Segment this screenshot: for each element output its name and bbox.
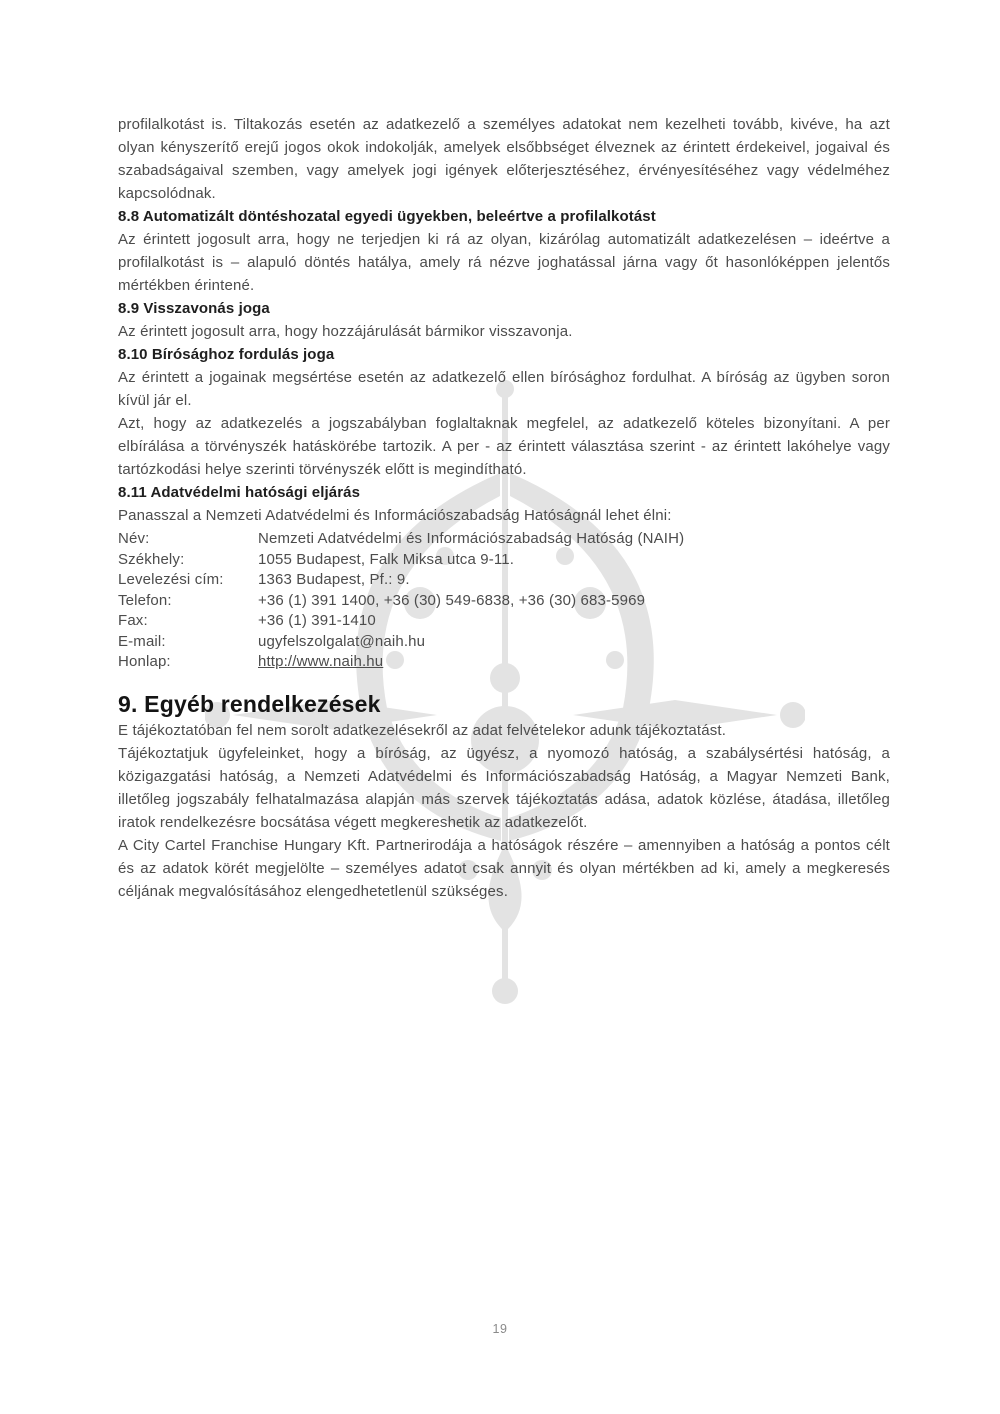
section-heading-8-9: 8.9 Visszavonás joga — [118, 300, 270, 317]
contact-row-fax — [118, 611, 890, 632]
contact-row-mailing-address — [118, 570, 890, 591]
contact-label: Honlap: — [118, 653, 171, 670]
section-8-10-paragraph-1: Az érintett a jogainak megsértése esetén az adatkezelő ellen bírósághoz fordulhat. A bíróság az ügyben soron kívül jár el. — [118, 369, 890, 409]
contact-value: Nemzeti Adatvédelmi és Információszabadság Hatóság (NAIH) — [258, 530, 685, 547]
contact-row-name — [118, 529, 890, 550]
contact-label: E-mail: — [118, 632, 166, 650]
contact-label: Fax: — [118, 612, 148, 629]
contact-row-address — [118, 550, 890, 571]
contact-value: 1055 Budapest, Falk Miksa utca 9-11. — [258, 550, 515, 568]
section-8-8-paragraph: Az érintett jogosult arra, hogy ne terjedjen ki rá az olyan, kizárólag automatizált adatkezelésen – ideértve a profilalkotást is – alapuló döntés hatálya, amely rá nézve joghatással járna vagy őt hasonlóképpen jelentős mértékben érintené. — [118, 231, 890, 294]
section-9-paragraph-3: A City Cartel Franchise Hungary Kft. Partnerirodája a hatóságok részére – amennyiben a hatóság a pontos célt és az adatok körét megjelölte – személyes adatot csak annyit és olyan mértékben ad ki, amely a megkeresés céljának megvalósításához elengedhetetlenül szükséges. — [118, 836, 890, 900]
section-8-11-paragraph: Panasszal a Nemzeti Adatvédelmi és Információszabadság Hatóságnál lehet élni: — [118, 507, 672, 524]
contact-value: +36 (1) 391 1400, +36 (30) 549-6838, +36 (30) 683-5969 — [258, 591, 646, 609]
section-heading-8-10: 8.10 Bírósághoz fordulás joga — [118, 346, 335, 363]
section-heading-8-11: 8.11 Adatvédelmi hatósági eljárás — [118, 484, 361, 501]
section-8-10-paragraph-2: Azt, hogy az adatkezelés a jogszabályban foglaltaknak megfelel, az adatkezelő köteles bizonyítani. A per elbírálása a törvényszék hatáskörébe tartozik. A per - az érintett választása szerint - az érintett lakóhelye vagy tartózkodási helye szerinti törvényszék előtt is megindítható. — [118, 415, 890, 478]
contact-label: Név: — [118, 530, 150, 547]
authority-contact-block — [118, 529, 890, 673]
contact-label: Székhely: — [118, 550, 185, 568]
contact-row-phone — [118, 591, 890, 612]
contact-value: +36 (1) 391-1410 — [258, 612, 376, 629]
section-9-paragraph-2: Tájékoztatjuk ügyfeleinket, hogy a bíróság, az ügyész, a nyomozó hatóság, a szabálysértési hatóság, a közigazgatási hatóság, a Nemzeti Adatvédelmi és Információszabadság Hatóság, a Magyar Nemzeti Bank, illetőleg jogszabály felhatalmazása alapján más szervek tájékoztatás adása, adatok közlése, átadása, illetőleg iratok rendelkezésre bocsátása végett megkereshetik az adatkezelőt. — [118, 744, 890, 831]
contact-row-email — [118, 632, 890, 653]
contact-label: Telefon: — [118, 591, 172, 609]
section-heading-9: 9. Egyéb rendelkezések — [118, 690, 381, 717]
contact-value: ugyfelszolgalat@naih.hu — [258, 632, 426, 650]
section-8-9-paragraph: Az érintett jogosult arra, hogy hozzájárulását bármikor visszavonja. — [118, 323, 573, 340]
contact-value: 1363 Budapest, Pf.: 9. — [258, 571, 410, 588]
page-number: 19 — [492, 1322, 508, 1336]
section-heading-8-8: 8.8 Automatizált döntéshozatal egyedi ügyekben, beleértve a profilalkotást — [118, 208, 656, 225]
intro-paragraph: profilalkotást is. Tiltakozás esetén az adatkezelő a személyes adatokat nem kezelheti tovább, kivéve, ha azt olyan kényszerítő erejű jogos okok indokolják, amelyek elsőbbséget élveznek az érintett érdekeivel, jogaival és szabadságaival szemben, vagy amelyek jogi igények előterjesztéséhez, érvényesítéséhez vagy védelméhez kapcsolódnak. — [118, 116, 890, 202]
contact-label: Levelezési cím: — [118, 571, 224, 588]
naih-website-link[interactable]: http://www.naih.hu — [258, 653, 384, 670]
contact-row-website — [118, 652, 890, 673]
section-9-paragraph-1: E tájékoztatóban fel nem sorolt adatkezelésekről az adat felvételekor adunk tájékoztatást. — [118, 721, 727, 739]
